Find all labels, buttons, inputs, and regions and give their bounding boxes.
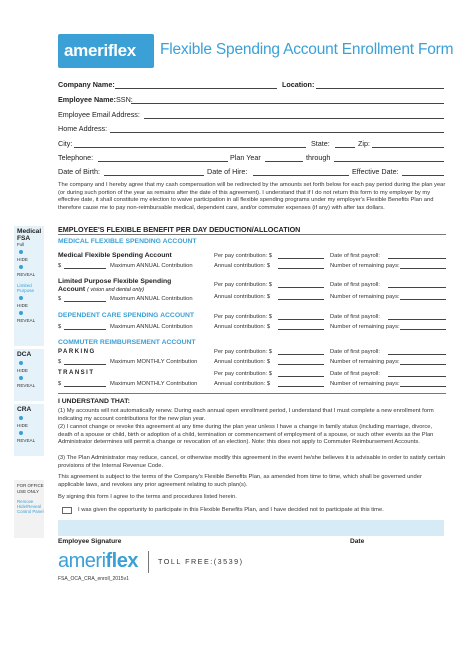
medical-first-payroll-field[interactable] <box>388 250 446 259</box>
location-field[interactable] <box>316 80 444 89</box>
company-row: Company Name: Location: <box>58 80 444 92</box>
understand-item-3: (3) The Plan Administrator may reduce, cancel, or otherwise modify this agreement in the event he/she believes it is advisable in order to satisfy certain provisions of the Internal Revenue Code. <box>58 455 446 469</box>
dependent-care-heading: DEPENDENT CARE SPENDING ACCOUNT <box>58 312 195 319</box>
radio-dot-icon[interactable] <box>19 296 23 300</box>
parking-first-payroll-field[interactable] <box>388 346 446 355</box>
office-use-panel: FOR OFFICE USE ONLY Remove Hide/Reveal Control Panel <box>14 480 44 538</box>
limited-remaining-field[interactable] <box>400 291 446 300</box>
plan-year-start-field[interactable] <box>265 153 303 162</box>
dob-field[interactable] <box>104 167 204 176</box>
limited-first-payroll-field[interactable] <box>388 279 446 288</box>
transit-annual-field[interactable] <box>278 378 324 387</box>
footer-logo: ameriflex <box>58 550 138 572</box>
dca-panel: DCA HIDE REVEAL <box>14 349 44 401</box>
date-of-hire-field[interactable] <box>253 167 349 176</box>
parking-max-field[interactable] <box>64 356 106 365</box>
dca-annual-field[interactable] <box>278 321 324 330</box>
signature-bar[interactable] <box>58 520 444 536</box>
hide-option[interactable]: HIDE <box>17 303 28 308</box>
commuter-heading: COMMUTER REIMBURSEMENT ACCOUNT <box>58 339 196 346</box>
radio-dot-icon[interactable] <box>19 250 23 254</box>
transit-remaining-field[interactable] <box>400 378 446 387</box>
hide-option[interactable]: HIDE <box>17 257 28 262</box>
divider <box>58 234 446 235</box>
transit-max-field[interactable] <box>64 378 106 387</box>
transit-first-payroll-field[interactable] <box>388 368 446 377</box>
dca-remaining-field[interactable] <box>400 321 446 330</box>
company-name-field[interactable] <box>115 80 277 89</box>
remove-control-panel-link[interactable]: Remove Hide/Reveal Control Panel <box>17 499 44 514</box>
understand-item-2: (2) I cannot change or revoke this agreement at any time during the plan year unless I have a change in family status (including marriage, divorce, death of a spouse or child, birth or adoption of a child, termination or commencement of employment of a spouse, or such other events as the Plan Administrator determines will permit a change or revocation of an election). Note: this does not apply to Commuter Reimbursement Accounts. <box>58 424 434 446</box>
medical-annual-field[interactable] <box>278 260 324 269</box>
reveal-option[interactable]: REVEAL <box>17 438 36 443</box>
dca-first-payroll-field[interactable] <box>388 311 446 320</box>
radio-dot-icon[interactable] <box>19 361 23 365</box>
reveal-option[interactable]: REVEAL <box>17 383 36 388</box>
footer-divider <box>148 551 149 573</box>
home-address-row: Home Address: <box>58 124 444 136</box>
radio-dot-icon[interactable] <box>19 376 23 380</box>
medical-fsa-panel: Medical FSA Full HIDE REVEAL Limited Purpose HIDE REVEAL <box>14 226 44 346</box>
state-field[interactable] <box>335 139 355 148</box>
subject-paragraph: This agreement is subject to the terms of the Company's Flexible Benefits Plan, as amended from time to time, which shall be governed under applicable laws, and revokes any prior agreement relating to such plan(s). <box>58 474 422 488</box>
radio-dot-icon[interactable] <box>19 311 23 315</box>
medical-per-pay-field[interactable] <box>278 250 324 259</box>
form-code: FSA_OCA_CRA_enroll_2015v1 <box>58 576 129 582</box>
limited-per-pay-field[interactable] <box>278 279 324 288</box>
reveal-option[interactable]: REVEAL <box>17 272 36 277</box>
date-label: Date <box>350 538 365 545</box>
limited-annual-field[interactable] <box>278 291 324 300</box>
signing-paragraph: By signing this form I agree to the terms and procedures listed herein. <box>58 494 237 500</box>
radio-dot-icon[interactable] <box>19 265 23 269</box>
radio-dot-icon[interactable] <box>19 431 23 435</box>
email-row: Employee Email Address: <box>58 110 444 122</box>
ameriflex-logo: ameriflex <box>58 34 154 68</box>
transit-per-pay-field[interactable] <box>278 368 324 377</box>
cra-panel: CRA HIDE REVEAL <box>14 404 44 456</box>
understand-item-1: (1) My accounts will not automatically renew. During each annual open enrollment period, I understand that I must complete a new enrollment form indicating my account contributions for the new plan year. <box>58 408 434 422</box>
limited-max-field[interactable] <box>64 293 106 302</box>
email-field[interactable] <box>144 110 444 119</box>
home-address-field[interactable] <box>110 124 444 133</box>
medical-fsa-heading: MEDICAL FLEXIBLE SPENDING ACCOUNT <box>58 238 197 245</box>
dca-max-field[interactable] <box>64 321 106 330</box>
employee-name-field[interactable] <box>131 95 444 104</box>
telephone-row: Telephone: Plan Year through <box>58 153 444 165</box>
effective-date-field[interactable] <box>402 167 444 176</box>
allocation-heading: EMPLOYEE'S FLEXIBLE BENEFIT PER DAY DEDUCTION/ALLOCATION <box>58 225 301 234</box>
parking-remaining-field[interactable] <box>400 356 446 365</box>
toll-free: TOLL FREE:(3539) <box>158 557 244 566</box>
plan-year-end-field[interactable] <box>334 153 444 162</box>
intro-paragraph: The company and I hereby agree that my cash compensation will be redirected by the amounts set forth below for each pay period during the plan year (or during such portion of the year as remains after the date of this agreement). I understand that if I do not return this form to my employer by my effective date, it shall constitute my election to waive participation in all flexible spending programs under my employer's Flexible Benefits Plan and therefore cause me to pay non-reimbursable medical, dependent care, and/or commuter expenses (if any) with after tax dollars. <box>58 182 446 211</box>
decline-text: I was given the opportunity to participate in this Flexible Benefits Plan, and I have decided not to participate at this time. <box>78 507 384 513</box>
signature-label: Employee Signature <box>58 538 122 545</box>
parking-per-pay-field[interactable] <box>278 346 324 355</box>
dob-row: Date of Birth: Date of Hire: Effective Date: <box>58 167 444 179</box>
medical-max-field[interactable] <box>64 260 106 269</box>
telephone-field[interactable] <box>98 153 228 162</box>
employee-name-row: Employee Name: SSN: <box>58 95 444 107</box>
dca-per-pay-field[interactable] <box>278 311 324 320</box>
hide-option[interactable]: HIDE <box>17 368 28 373</box>
form-header <box>58 34 454 70</box>
zip-field[interactable] <box>372 139 444 148</box>
radio-dot-icon[interactable] <box>19 416 23 420</box>
hide-option[interactable]: HIDE <box>17 423 28 428</box>
understand-heading: I UNDERSTAND THAT: <box>58 398 130 405</box>
reveal-option[interactable]: REVEAL <box>17 318 36 323</box>
city-field[interactable] <box>74 139 306 148</box>
parking-annual-field[interactable] <box>278 356 324 365</box>
form-title: Flexible Spending Account Enrollment Form <box>160 41 454 58</box>
city-row: City: State: Zip: <box>58 139 444 151</box>
divider <box>58 393 446 394</box>
medical-remaining-field[interactable] <box>400 260 446 269</box>
decline-checkbox[interactable] <box>62 507 72 514</box>
